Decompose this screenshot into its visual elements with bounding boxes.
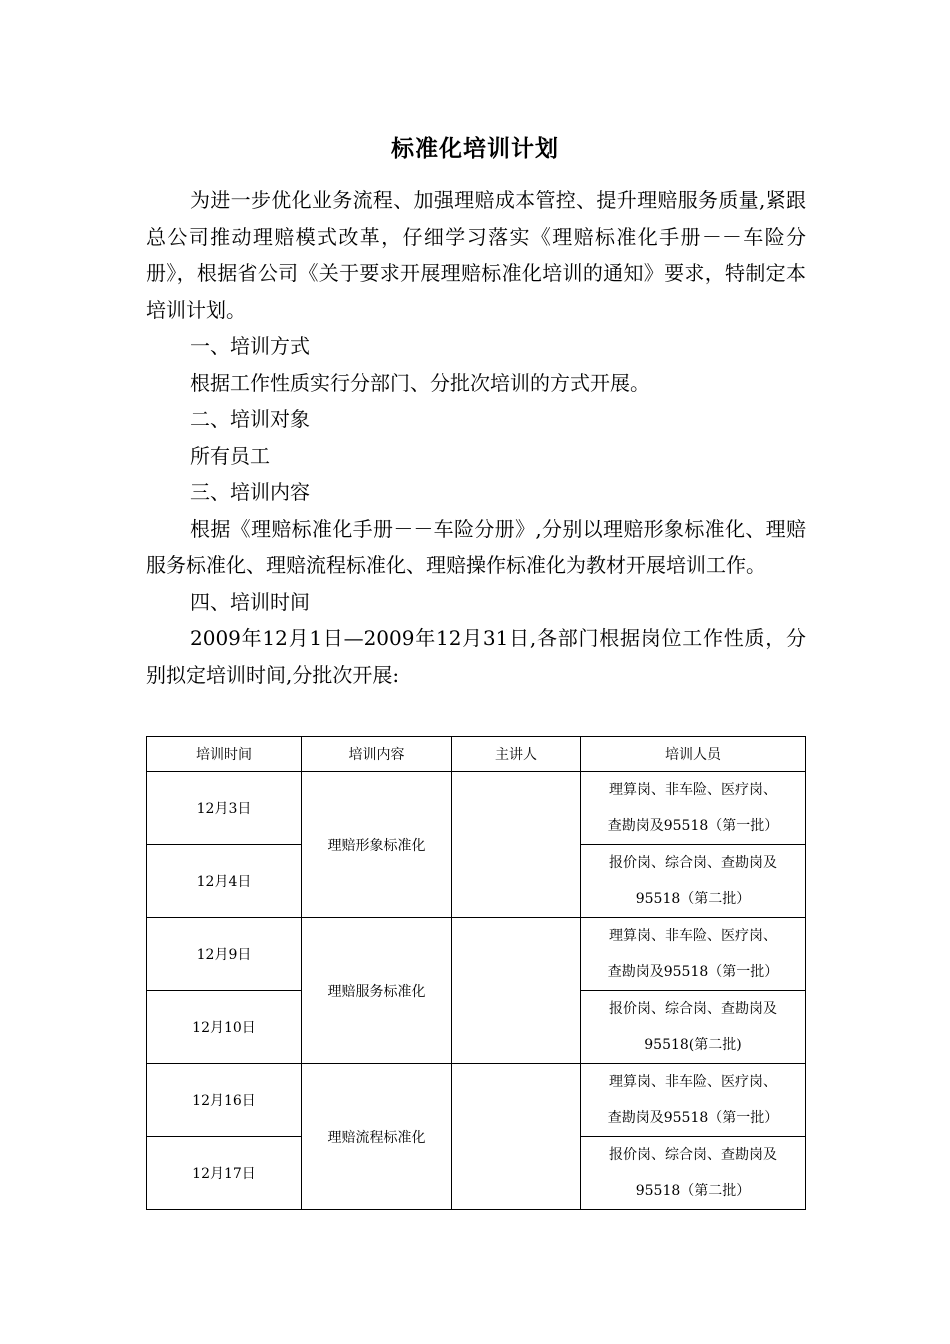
- staff-line: 理算岗、非车险、医疗岗、: [609, 782, 777, 798]
- staff-line: 报价岗、综合岗、查勘岗及: [609, 1001, 777, 1017]
- staff-line: 95518（第二批）: [635, 891, 751, 907]
- staff-line: 报价岗、综合岗、查勘岗及: [609, 855, 777, 871]
- staff-cell: [581, 1064, 806, 1137]
- staff-cell: [581, 918, 806, 991]
- table-row: [147, 918, 806, 991]
- staff-cell: [581, 772, 806, 845]
- table-row: [147, 772, 806, 845]
- section-heading-time: 四、培训时间: [190, 589, 310, 614]
- date-cell: 12月16日: [147, 1064, 302, 1137]
- staff-cell: [581, 991, 806, 1064]
- method-paragraph: 根据工作性质实行分部门、分批次培训的方式开展。: [190, 370, 650, 395]
- content-cell: 理赔流程标准化: [302, 1064, 452, 1210]
- speaker-cell: [452, 1064, 581, 1210]
- content-paragraph: 根据《理赔标准化手册－－车险分册》,分别以理赔形象标准化、理赔服务标准化、理赔流程标准化、理赔操作标准化为教材开展培训工作。: [146, 516, 806, 577]
- document-title: 标准化培训计划: [391, 136, 559, 162]
- staff-cell: [581, 845, 806, 918]
- staff-line: 95518（第二批）: [635, 1183, 751, 1199]
- table-row: [147, 1064, 806, 1137]
- date-cell: 12月9日: [147, 918, 302, 991]
- header-staff: 培训人员: [581, 737, 806, 772]
- staff-cell: [581, 1137, 806, 1210]
- date-cell: 12月3日: [147, 772, 302, 845]
- audience-paragraph: 所有员工: [190, 443, 270, 468]
- header-time: 培训时间: [147, 737, 302, 772]
- date-cell: 12月17日: [147, 1137, 302, 1210]
- staff-line: 报价岗、综合岗、查勘岗及: [609, 1147, 777, 1163]
- staff-line: 95518(第二批): [644, 1037, 742, 1053]
- header-content: 培训内容: [302, 737, 452, 772]
- speaker-cell: [452, 918, 581, 1064]
- staff-line: 查勘岗及95518（第一批）: [607, 818, 779, 834]
- speaker-cell: [452, 772, 581, 918]
- time-paragraph: 2009年12月1日—2009年12月31日,各部门根据岗位工作性质，分别拟定培训时间,分批次开展:: [146, 626, 806, 687]
- date-cell: 12月4日: [147, 845, 302, 918]
- staff-line: 查勘岗及95518（第一批）: [607, 1110, 779, 1126]
- content-cell: 理赔服务标准化: [302, 918, 452, 1064]
- intro-paragraph: 为进一步优化业务流程、加强理赔成本管控、提升理赔服务质量,紧跟总公司推动理赔模式改革，仔细学习落实《理赔标准化手册－－车险分册》，根据省公司《关于要求开展理赔标准化培训的通知》要求，特制定本培训计划。: [146, 188, 806, 322]
- date-cell: 12月10日: [147, 991, 302, 1064]
- section-heading-audience: 二、培训对象: [190, 407, 310, 431]
- header-speaker: 主讲人: [452, 737, 581, 772]
- section-heading-method: 一、培训方式: [190, 334, 310, 358]
- table-header-row: [147, 737, 806, 772]
- staff-line: 理算岗、非车险、医疗岗、: [609, 1074, 777, 1090]
- section-heading-content: 三、培训内容: [190, 480, 310, 504]
- document-body: [146, 182, 806, 693]
- training-schedule-table: [146, 736, 806, 1210]
- staff-line: 理算岗、非车险、医疗岗、: [609, 928, 777, 944]
- content-cell: 理赔形象标准化: [302, 772, 452, 918]
- staff-line: 查勘岗及95518（第一批）: [607, 964, 779, 980]
